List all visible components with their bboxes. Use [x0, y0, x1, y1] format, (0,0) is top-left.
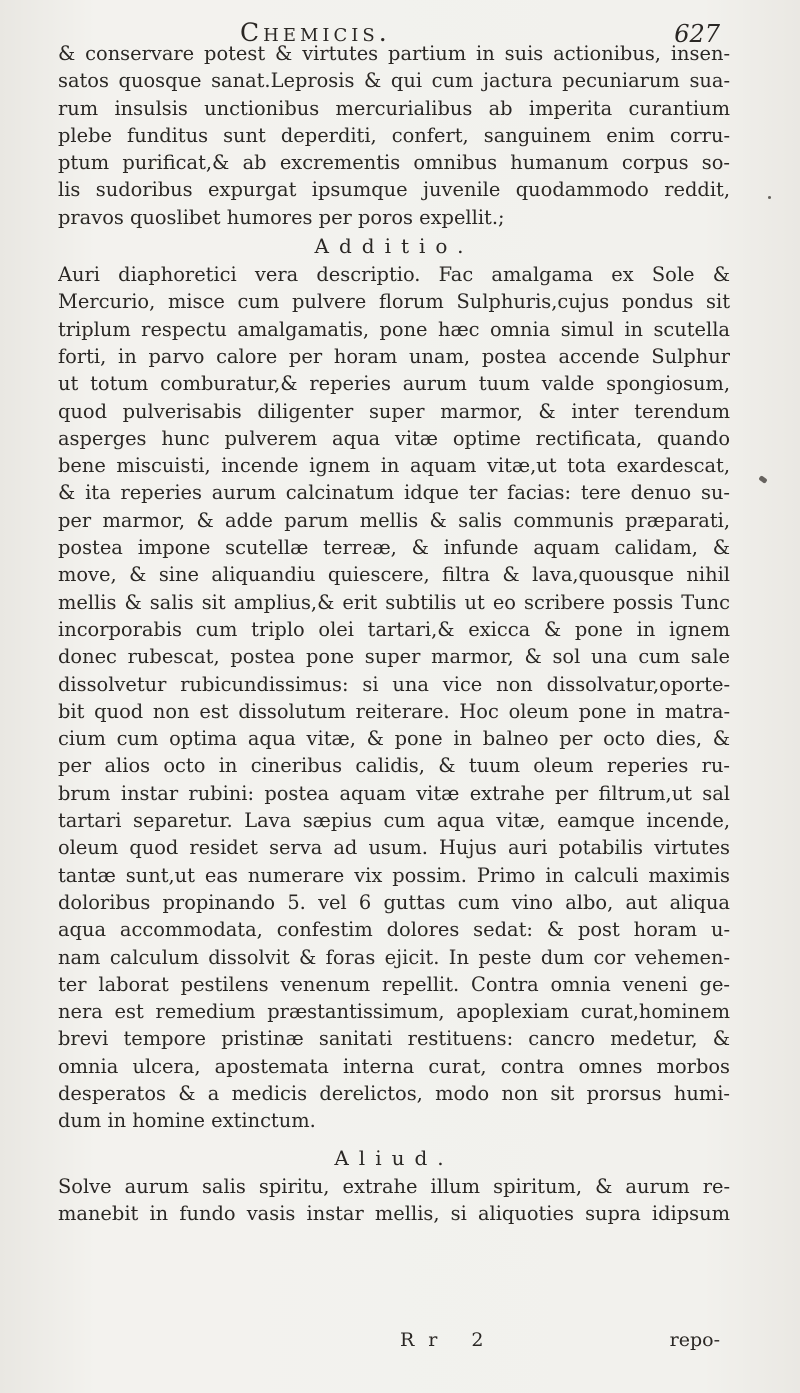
text-line: tartari separetur. Lava sæpius cum aqua vitæ, eamque incende, — [58, 809, 730, 833]
text-line: nera est remedium præstantissimum, apoplexiam curat,hominem — [58, 1000, 730, 1024]
text-line: move, & sine aliquandiu quiescere, filtra & lava,quousque nihil — [58, 563, 730, 587]
text-line: & ita reperies aurum calcinatum idque ter facias: tere denuo su- — [58, 481, 730, 505]
text-line: aqua accommodata, confestim dolores sedat: & post horam u- — [58, 918, 730, 942]
text-line: forti, in parvo calore per horam unam, postea accende Sulphur — [58, 344, 730, 368]
paragraph-solve-aurum — [58, 1173, 730, 1228]
text-line: per marmor, & adde parum mellis & salis communis præparati, — [58, 508, 730, 532]
text-line: dum in homine extinctum. — [58, 1109, 316, 1133]
running-head: Chemicis. — [240, 18, 391, 47]
text-line: asperges hunc pulverem aqua vitæ optime rectificata, quando — [58, 426, 730, 450]
paragraph-auri-diaphoretici — [58, 261, 730, 1135]
signature-mark: Rr 2 — [400, 1329, 498, 1351]
text-line: postea impone scutellæ terreæ, & infunde aquam calidam, & — [58, 536, 730, 560]
text-line: & conservare potest & virtutes partium in suis actionibus, insen- — [58, 42, 730, 65]
text-line: nam calculum dissolvit & foras ejicit. In peste dum cor vehemen- — [58, 945, 730, 969]
page-footer — [400, 1329, 720, 1357]
text-line: ptum purificat,& ab excrementis omnibus humanum corpus so- — [58, 151, 730, 175]
text-line: dissolvetur rubicundissimus: si una vice non dissolvatur,oporte- — [58, 672, 730, 696]
body-text — [58, 40, 730, 1227]
ink-speck — [768, 196, 771, 199]
text-line: omnia ulcera, apostemata interna curat, contra omnes morbos — [58, 1054, 730, 1078]
text-line: doloribus propinando 5. vel 6 guttas cum vino albo, aut aliqua — [58, 890, 730, 914]
text-line: lis sudoribus expurgat ipsumque juvenile quodammodo reddit, — [58, 178, 730, 202]
text-line: bit quod non est dissolutum reiterare. Hoc oleum pone in matra- — [58, 699, 730, 723]
text-line: per alios octo in cineribus calidis, & tuum oleum reperies ru- — [58, 754, 730, 778]
text-line: rum insulsis unctionibus mercurialibus ab imperita curantium — [58, 96, 730, 120]
text-line: incorporabis cum triplo olei tartari,& exicca & pone in ignem — [58, 617, 730, 641]
ink-speck — [758, 475, 767, 484]
text-line: bene miscuisti, incende ignem in aquam vitæ,ut tota exardescat, — [58, 454, 730, 478]
text-line: donec rubescat, postea pone super marmor, & sol una cum sale — [58, 645, 730, 669]
text-line: manebit in fundo vasis instar mellis, si aliquoties supra idipsum — [58, 1201, 730, 1225]
paragraph-continuation — [58, 40, 730, 231]
text-line: cium cum optima aqua vitæ, & pone in balneo per octo dies, & — [58, 727, 730, 751]
text-line: oleum quod residet serva ad usum. Hujus auri potabilis virtutes — [58, 836, 730, 860]
text-line: mellis & salis sit amplius,& erit subtilis ut eo scribere possis Tunc — [58, 590, 730, 614]
catchword: repo- — [669, 1329, 720, 1351]
text-line: quod pulverisabis diligenter super marmor, & inter terendum — [58, 399, 730, 423]
page-number: 627 — [674, 20, 720, 48]
text-line: brum instar rubini: postea aquam vitæ extrahe per filtrum,ut sal — [58, 781, 730, 805]
text-line: Solve aurum salis spiritu, extrahe illum spiritum, & aurum re- — [58, 1174, 730, 1198]
text-line: pravos quoslibet humores per poros expellit.; — [58, 205, 505, 229]
text-line: satos quosque sanat.Leprosis & qui cum jactura pecuniarum sua- — [58, 69, 730, 93]
section-heading-additio: Additio. — [314, 234, 474, 259]
text-line: desperatos & a medicis derelictos, modo non sit prorsus humi- — [58, 1081, 730, 1105]
text-line: brevi tempore pristinæ sanitati restituens: cancro medetur, & — [58, 1027, 730, 1051]
text-line: Mercurio, misce cum pulvere florum Sulphuris,cujus pondus sit — [58, 290, 730, 314]
section-heading-aliud: Aliud. — [334, 1145, 454, 1170]
text-line: ut totum comburatur,& reperies aurum tuum valde spongiosum, — [58, 372, 730, 396]
text-line: tantæ sunt,ut eas numerare vix possim. Primo in calculi maximis — [58, 863, 730, 887]
text-line: triplum respectu amalgamatis, pone hæc omnia simul in scutella — [58, 317, 730, 341]
text-line: plebe funditus sunt deperditi, confert, sanguinem enim corru- — [58, 123, 730, 147]
text-line: ter laborat pestilens venenum repellit. Contra omnia veneni ge- — [58, 972, 730, 996]
text-line: Auri diaphoretici vera descriptio. Fac amalgama ex Sole & — [58, 263, 730, 287]
